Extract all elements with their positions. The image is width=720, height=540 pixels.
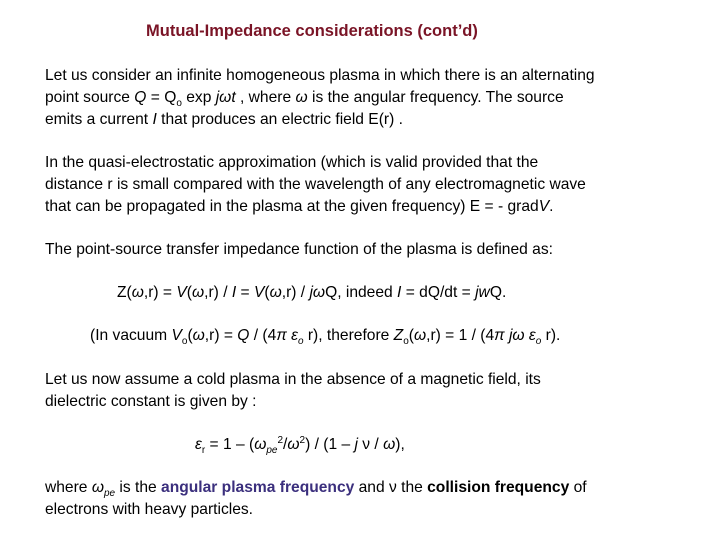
vacuum-equation: (In vacuum $V_o(\omega,r) = Q / (4\pi$ $\varepsilon_o$ r), therefore $Z_o(\omega,r) = 1 / (4\pi$ jω $\varepsilon_o$ r). bbox=[90, 327, 561, 348]
para1-line1: Let us consider an infinite homogeneous plasma in which there is an alternating bbox=[45, 67, 595, 84]
para4-line2: dielectric constant is given by : bbox=[45, 393, 257, 410]
para5-line2: electrons with heavy particles. bbox=[45, 501, 254, 518]
para5-line1: where $\omega_{pe}$ is the angular plasma frequency and ν the collision frequency of bbox=[45, 479, 587, 500]
para2-line2: distance r is small compared with the wavelength of any electromagnetic wave bbox=[45, 176, 586, 193]
collision-frequency-term: collision frequency bbox=[427, 479, 570, 496]
dielectric-equation: $\varepsilon_r = 1 - (\omega_{pe}^2/\omega^2) / (1 - j$ ν / ω), bbox=[195, 434, 405, 457]
para3-line1: The point-source transfer impedance function of the plasma is defined as: bbox=[45, 241, 553, 258]
para2-line1: In the quasi-electrostatic approximation (which is valid provided that the bbox=[45, 154, 539, 171]
angular-plasma-frequency-term: angular plasma frequency bbox=[161, 479, 355, 496]
para4-line1: Let us now assume a cold plasma in the absence of a magnetic field, its bbox=[45, 371, 541, 388]
para1-line2: point source $Q = Q_o$ exp jωt , where ω is the angular frequency. The source bbox=[45, 89, 564, 110]
slide-title: Mutual-Impedance considerations (cont’d) bbox=[146, 22, 478, 40]
para1-line3: emits a current I that produces an electric field E(r) . bbox=[45, 111, 403, 128]
impedance-equation: Z(ω,r) = V(ω,r) / I = V(ω,r) / jωQ, indeed I = dQ/dt = jwQ. bbox=[117, 284, 507, 301]
para2-line3: that can be propagated in the plasma at the given frequency) E = - gradV. bbox=[45, 198, 554, 215]
